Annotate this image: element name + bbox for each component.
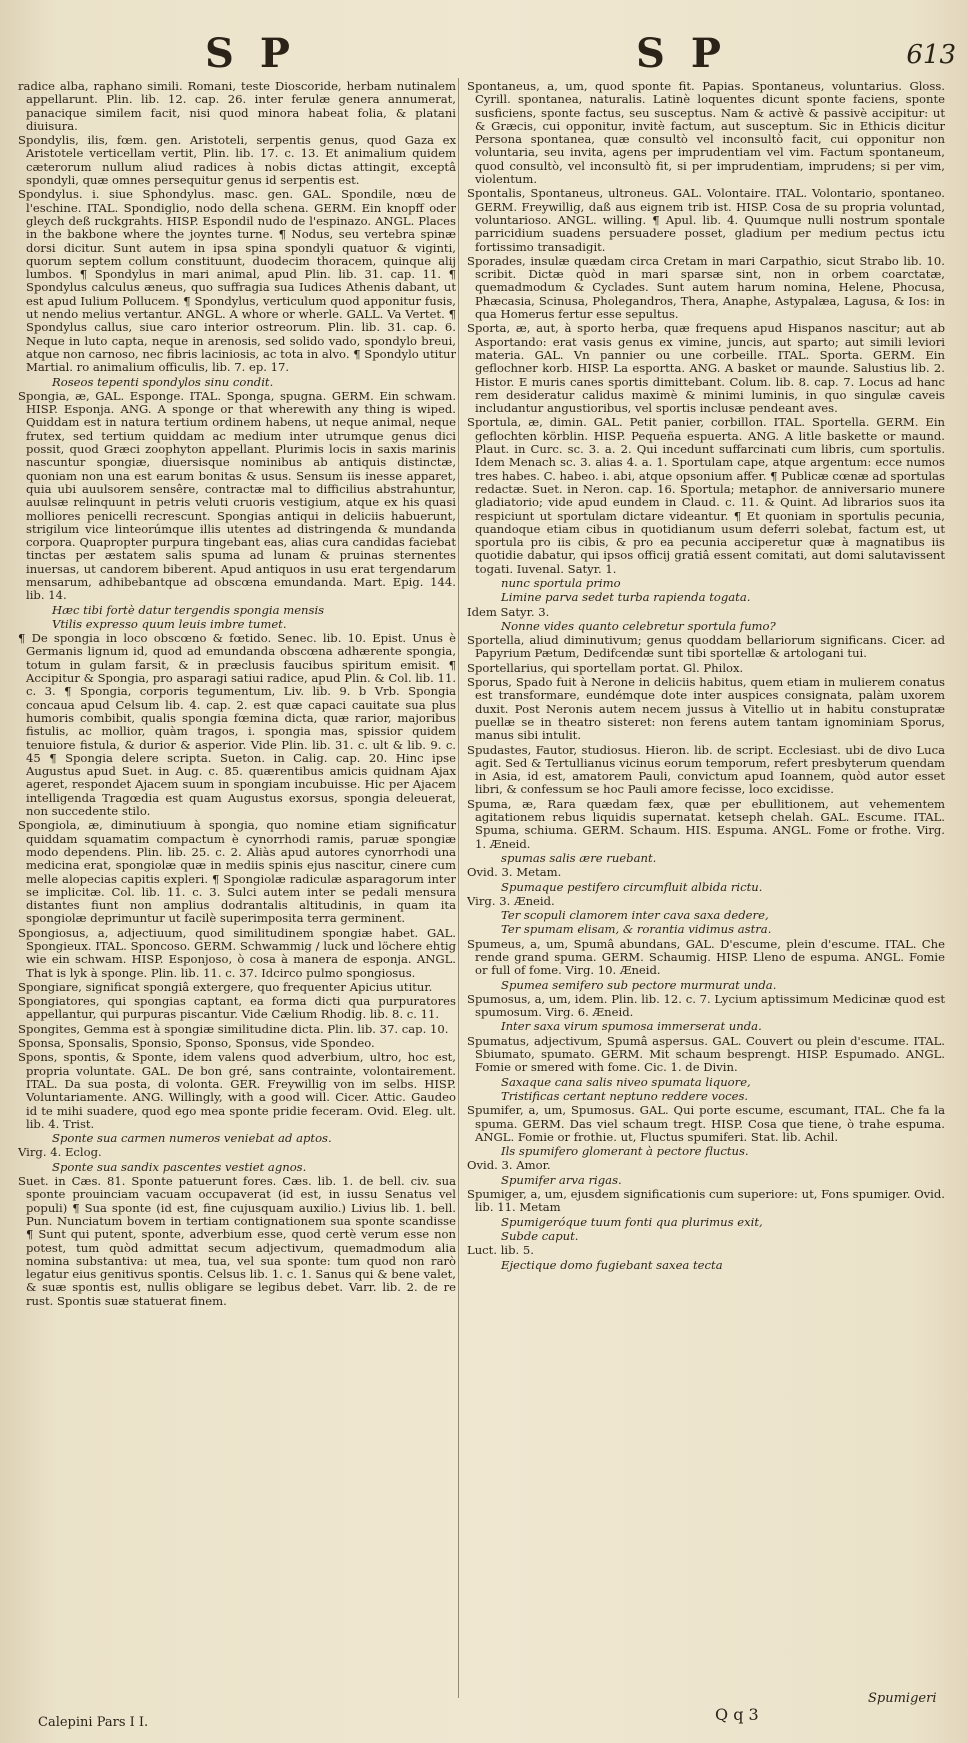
dictionary-entry: Sportella, aliud diminutivum; genus quoddam bellariorum significans. Cicer. ad Papyrium Pætum, Dedifcendæ sunt tibi sportellæ & artologani tui.: [467, 633, 945, 661]
verse-quote: nunc sportula primo: [501, 575, 621, 590]
dictionary-entry: Spumosus, a, um, idem. Plin. lib. 12. c. 7. Lycium aptissimum Medicinæ quod est spumosum. Virg. 6. Æneid.: [467, 991, 945, 1020]
verse-quote: Saxaque cana salis niveo spumata liquore,: [501, 1074, 751, 1089]
dictionary-entry: Spontaneus, a, um, quod sponte fit. Papias. Spontaneus, voluntarius. Gloss. Cyrill. spontanea, naturalis. Latinè loquentes dicunt sponte faciens, sponte susficiens, sponte factus, seu susceptus. Nam & activè & passivè accipitur: ut & Græcis, cui opponitur, invitè factum, aut susceptum. Sic in Ethicis dicitur Persona spontanea, quæ consultò vel inconsultò facit, cui opponitur non voluntaria, seu invita, agens per imprudentiam vel vim. Factum spontaneum, quod consultò, vel inconsultò fit, si per imprudentiam, imprudens; si per vim, violentum.: [467, 80, 945, 187]
dictionary-entry: Luct. lib. 5.: [467, 1243, 534, 1258]
verse-quote: Ter scopuli clamorem inter cava saxa dedere,: [501, 908, 769, 923]
dictionary-entry: Idem Satyr. 3.: [467, 604, 550, 619]
dictionary-entry: Sportellarius, qui sportellam portat. Gl. Philox.: [467, 660, 744, 675]
verse-quote: Sponte sua carmen numeros veniebat ad aptos.: [52, 1131, 332, 1146]
verse-quote: Roseos tepenti spondylos sinu condit.: [52, 374, 274, 389]
dictionary-entry: Spumatus, adjectivum, Spumâ aspersus. GAL. Couvert ou plein d'escume. ITAL. Sbiumato, spumato. GERM. Mit schaum besprengt. HISP. Espumado. ANGL. Fomie or smered with fome. Cic. 1. de Divin.: [467, 1033, 945, 1075]
dictionary-entry: Sportula, æ, dimin. GAL. Petit panier, corbillon. ITAL. Sportella. GERM. Ein geflochten körblin. HISP. Pequeña espuerta. ANG. A litle baskette or maund. Plaut. in Curc. sc. 3. a. 2. Qui incedunt suffarcinati cum libris, cum sportulis. Idem Menach sc. 3. alias 4. a. 1. Sportulam cape, atque argentum: ecce numos tres habes. C. habeo. i. abi, atque opsonium affer. ¶ Publicæ cœnæ ad sportulas redactæ. Suet. in Neron. cap. 16. Sportula; metaphor. de anniversario munere gladiatorio; vide apud eundem in Claud. c. 11. & Quint. Ad librarios suos ita respiciunt ut sportulam dictare videantur. ¶ Et quoniam in sportulis pecunia, quandoque etiam cibus in quotidianum usum deferri solebat, factum est, ut sportula pro iis cibis, & pro ea pecunia acciperetur quæ à magnatibus iis quotidie dabatur, qui ipsos officij gratiâ essent comitati, aut domi salutavissent togati. Iuvenal. Satyr. 1.: [467, 415, 945, 576]
dictionary-entry: Spondylus. i. siue Sphondylus. masc. gen. GAL. Spondile, nœu de l'eschine. ITAL. Spondiglio, nodo della schena. GERM. Ein knopff oder gleych deß ruckgrahts. HISP. Espondil nudo de l'espinazo. ANGL. Places in the bakbone where the joyntes turne. ¶ Nodus, seu vertebra spinæ dorsi dicitur. Sunt autem in ipsa spina spondyli quatuor & viginti, quorum septem collum constituunt, duodecim thoracem, quinque alij lumbos. ¶ Spondylus in mari animal, apud Plin. lib. 31. cap. 11. ¶ Spondylus calculus æneus, quo suffragia sua Iudices Athenis dabant, ut est apud Iulium Pollucem. ¶ Spondylus, verticulum quod apponitur fusis, ut nendo melius vertantur. ANGL. A whore or wherle. GALL. Va Vertet. ¶ Spondylus callus, siue caro interior ostreorum. Plin. lib. 31. cap. 6. Neque in luto capta, neque in arenosis, sed solido vado, spondylo breui, atque non carnoso, nec fibris laciniosis, ac tota in alvo. ¶ Spondylo utitur Martial. ro animalium officulis, lib. 7. ep. 17.: [18, 187, 456, 375]
dictionary-entry: Spumeus, a, um, Spumâ abundans, GAL. D'escume, plein d'escume. ITAL. Che rende grand spuma. GERM. Schaumig. HISP. Lleno de espuma. ANGL. Fomie or full of fome. Virg. 10. Æneid.: [467, 936, 945, 978]
catchword: Spumigeri: [868, 1691, 937, 1706]
dictionary-entry: Spongia, æ, GAL. Esponge. ITAL. Sponga, spugna. GERM. Ein schwam. HISP. Esponja. ANG. A sponge or that wherewith any thing is wiped. Quiddam est in natura tertium ordinem habens, ut neque animal, neque frutex, sed tertium quiddam ac medium inter utrumque genus dici possit, quod Græci zoophyton appellant. Plurimis locis in saxis marinis nascuntur spongiæ, diuersisque nominibus ab antiquis distinctæ, quoniam non una est earum bonitas & usus. Sensum iis inesse apparet, quia ubi auulsorem sensêre, contractæ mal to difficilius abstrahuntur, auulsæ relinquunt in petris veluti cruoris vestigium, atque ex his quasi molliores penicelli recrescunt. Spongias antiqui in deliciis habuerunt, strigilum vice linteorúmque illis utentes ad distringenda & mundanda corpora. Quapropter purpura tingebant eas, alias cura candidas faciebat tinctas per æstatem salis spuma ad lunam & pruinas sternentes inuersas, ut candorem biberent. Apud antiquos in usu erat tergendarum mensarum, adhibebantque ad obscœna emundanda. Mart. Epig. 144. lib. 14.: [18, 388, 456, 603]
dictionary-entry: Spontalis, Spontaneus, ultroneus. GAL. Volontaire. ITAL. Volontario, spontaneo. GERM. Freywillig, daß aus eignem trib ist. HISP. Cosa de su propria voluntad, voluntarioso. ANGL. willing. ¶ Apul. lib. 4. Quumque nulli nostrum spontale parricidium suadens persuadere posset, gladium per medium pectus ictu fortissimo transadigit.: [467, 186, 945, 254]
left-column: [18, 80, 456, 1710]
page-header: [0, 30, 968, 80]
verse-quote: Sponte sua sandix pascentes vestiet agnos.: [52, 1159, 307, 1174]
signature-mark: Q q 3: [715, 1705, 759, 1724]
verse-quote: Ejectique domo fugiebant saxea tecta: [501, 1257, 723, 1272]
dictionary-entry: Ovid. 3. Amor.: [467, 1158, 551, 1173]
page-number: 613: [906, 40, 956, 70]
dictionary-entry: Spudastes, Fautor, studiosus. Hieron. lib. de script. Ecclesiast. ubi de divo Luca agit. Sed & Tertullianus vicinus eorum temporum, refert presbyterum quendam in Asia, id est, amatorem Pauli, convictum apud Ioannem, quòd autor esset libri, & confessum se hoc Pauli amore fecisse, loco excidisse.: [467, 742, 945, 797]
dictionary-entry: Ovid. 3. Metam.: [467, 865, 562, 880]
left-running-head: S P: [205, 30, 296, 77]
dictionary-entry: Sporus, Spado fuit à Nerone in deliciis habitus, quem etiam in mulierem conatus est transformare, eundémque dote inter auspices consignata, palàm uxorem duxit. Post Neronis autem necem jussus à Vitellio ut in habitu constupratæ puellæ se in theatro sisteret: non ferens autem tantam ignominiam Sporus, manus sibi intulit.: [467, 675, 945, 743]
column-divider: [458, 78, 459, 1698]
dictionary-entry: ¶ De spongia in loco obscœno & fœtido. Senec. lib. 10. Epist. Unus è Germanis lignum id, quod ad emundanda obscœna adhærente spongia, totum in gulam farsit, & in præclusis faucibus spiritum emisit. ¶ Accipitur & Spongia, pro asparagi satiui radice, apud Plin. & Col. lib. 11. c. 3. ¶ Spongia, corporis tegumentum, Liv. lib. 9. b Vrb. Spongia concaua apud Celsum lib. 4. cap. 2. est quæ capaci cauitate sua plus humoris combibit, qualis spongia fœmina dicta, quæ rarior, majoribus fistulis, ac mollior, quàm tragos, i. spongia mas, spissior quidem tenuiore fistula, & durior & asperior. Vide Plin. lib. 31. c. ult & lib. 9. c. 45 ¶ Spongia delere scripta. Sueton. in Calig. cap. 20. Hinc ipse Augustus apud Suet. in Aug. c. 85. quærentibus amicis quidnam Ajax ageret, respondet Ajacem suum in spongiam incubuisse. Hic per Ajacem intelligenda Tragœdia est quam Augustus exorsus, spongia deleuerat, non succedente stilo.: [18, 631, 456, 819]
verse-quote: Inter saxa virum spumosa immerserat unda.: [501, 1019, 762, 1034]
footer-volume: Calepini Pars I I.: [38, 1715, 149, 1730]
dictionary-entry: Virg. 4. Eclog.: [18, 1145, 102, 1160]
dictionary-entry: Spongiola, æ, diminutiuum à spongia, quo nomine etiam significatur quiddam squamatim compactum è cynorrhodi ramis, paruæ spongiæ modo dependens. Plin. lib. 25. c. 2. Aliàs apud autores cynorrhodi una medicina erat, spongiolæ quæ in mediis spinis ejus nascitur, cinere cum melle alopecias capitis expleri. ¶ Spongiolæ radiculæ asparagorum inter se implicitæ. Col. lib. 11. c. 3. Sulci autem inter se pedali mensura distantes fiunt non amplius dodrantalis altitudinis, in quam ita spongiolæ deprimuntur ut facilè superimposita terra germinent.: [18, 818, 456, 926]
dictionary-entry: Spuma, æ, Rara quædam fæx, quæ per ebullitionem, aut vehementem agitationem rebus liquidis supernatat. ketseph chelah. GAL. Escume. ITAL. Spuma, schiuma. GERM. Schaum. HIS. Espuma. ANGL. Fome or frothe. Virg. 1. Æneid.: [467, 796, 945, 851]
right-column: [467, 80, 945, 1710]
verse-quote: Limine parva sedet turba rapienda togata.: [501, 590, 751, 605]
dictionary-entry: Spumifer, a, um, Spumosus. GAL. Qui porte escume, escumant, ITAL. Che fa la spuma. GERM. Das viel schaum tregt. HISP. Cosa que tiene, ò trahe espuma. ANGL. Fomie or frothie. ut, Fluctus spumiferi. Stat. lib. Achil.: [467, 1103, 945, 1144]
dictionary-entry: radice alba, raphano simili. Romani, teste Dioscoride, herbam nutinalem appellarunt. Plin. lib. 12. cap. 26. inter ferulæ genera annumerat, panacique similem facit, nisi quod minora habeat folia, & platani diuisura.: [18, 80, 456, 133]
verse-quote: Ter spumam elisam, & rorantia vidimus astra.: [501, 922, 772, 937]
dictionary-entry: Sponsa, Sponsalis, Sponsio, Sponso, Sponsus, vide Spondeo.: [18, 1036, 375, 1051]
dictionary-entry: Virg. 3. Æneid.: [467, 893, 555, 908]
verse-quote: Vtilis expresso quum leuis imbre tumet.: [52, 616, 287, 631]
verse-quote: Spumea semifero sub pectore murmurat unda.: [501, 977, 777, 992]
verse-quote: Subde caput.: [501, 1228, 579, 1243]
dictionary-entry: Spongites, Gemma est à spongiæ similitudine dicta. Plin. lib. 37. cap. 10.: [18, 1021, 449, 1036]
right-running-head: S P: [636, 30, 727, 77]
verse-quote: Spumigeróque tuum fonti qua plurimus exit,: [501, 1214, 763, 1229]
verse-quote: Ils spumifero glomerant à pectore fluctus.: [501, 1144, 749, 1159]
dictionary-entry: Sporta, æ, aut, à sporto herba, quæ frequens apud Hispanos nascitur; aut ab Asportando: erat vasis genus ex vimine, juncis, aut sparto; aut simili leviori materia. GAL. Vn pannier ou une corbeille. ITAL. Sporta. GERM. Ein geflochner korb. HISP. La esportta. ANG. A basket or maunde. Salustius lib. 2. Histor. E muris canes sportis dimittebant. Colum. lib. 8. cap. 7. Locus ad hanc rem desideratur calidus maximè & minimi luminis, in quo singulæ caveis includantur angustioribus, vel sportis inclusæ pendeant aves.: [467, 321, 945, 416]
dictionary-entry: Spumiger, a, um, ejusdem significationis cum superiore: ut, Fons spumiger. Ovid. lib. 11. Metam: [467, 1187, 945, 1215]
dictionary-entry: Sporades, insulæ quædam circa Cretam in mari Carpathio, sicut Strabo lib. 10. scribit. Dictæ quòd in mari sparsæ sint, non in orbem coarctatæ, quemadmodum & Cyclades. Sunt autem harum nomina, Helene, Phocusa, Phæcasia, Scinusa, Pholegandros, Thera, Anaphe, Astypalæa, Lagusa, & Ios: in qua Homerus fertur esse sepultus.: [467, 253, 945, 322]
verse-quote: Spumifer arva rigas.: [501, 1172, 622, 1187]
verse-quote: Nonne vides quanto celebretur sportula fumo?: [501, 618, 776, 633]
dictionary-entry: Spongiosus, a, adjectiuum, quod similitudinem spongiæ habet. GAL. Spongieux. ITAL. Sponcoso. GERM. Schwammig / luck und löchere ehtig wie ein schwam. HISP. Esponjoso, ò cosa à manera de esponja. ANGL. That is lyk à sponge. Plin. lib. 11. c. 37. Idcirco pulmo spongiosus.: [18, 925, 456, 980]
verse-quote: Tristificas certant neptuno reddere voces.: [501, 1088, 749, 1103]
verse-quote: Hæc tibi fortè datur tergendis spongia mensis: [52, 602, 325, 617]
dictionary-entry: Suet. in Cæs. 81. Sponte patuerunt fores. Cæs. lib. 1. de bell. civ. sua sponte prouinciam vacuam occupaverat (id est, in iussu Senatus vel populi) ¶ Sua sponte (id est, fine cujusquam auxilio.) Livius lib. 1. bell. Pun. Nunciatum bovem in tertiam contignationem sua sponte scandisse ¶ Sunt qui putent, sponte, adverbium esse, quod certè verum esse non potest, tum quòd admittat secum adjectivum, quemadmodum alia nomina substantiva: ut mea, tua, vel sua sponte: tum quod non rarò legatur eius genitivus spontis. Celsus lib. 1. c. 1. Sanus qui & bene valet, & suæ spontis est, nullis obligare se legibus debet. Varr. lib. 2. de re rust. Spontis suæ statuerat finem.: [18, 1174, 456, 1308]
verse-quote: Spumaque pestifero circumfluit albida rictu.: [501, 879, 763, 894]
verse-quote: spumas salis ære ruebant.: [501, 850, 657, 865]
dictionary-entry: Spondylis, ilis, fœm. gen. Aristoteli, serpentis genus, quod Gaza ex Aristotele verticellam vertit, Plin. lib. 17. c. 13. Et animalium quidem cæterorum nullum aliud radices à nobis dictas attingit, exceptâ spondyli, quæ omnes persequitur genus id serpentis est.: [18, 133, 456, 188]
dictionary-entry: Spons, spontis, & Sponte, idem valens quod adverbium, ultro, hoc est, propria voluntate. GAL. De bon gré, sans contrainte, volontairement. ITAL. Da sua posta, di volonta. GER. Freywillig von im selbs. HISP. Voluntariamente. ANG. Willingly, with a good will. Cicer. Attic. Gaudeo id te mihi suadere, quod ego mea sponte pridie feceram. Ovid. Eleg. ult. lib. 4. Trist.: [18, 1050, 456, 1131]
dictionary-entry: Spongiatores, qui spongias captant, ea forma dicti qua purpuratores appellantur, qui purpuras piscantur. Vide Cælium Rhodig. lib. 8. c. 11.: [18, 994, 456, 1022]
dictionary-entry: Spongiare, significat spongiâ extergere, quo frequenter Apicius utitur.: [18, 979, 433, 994]
